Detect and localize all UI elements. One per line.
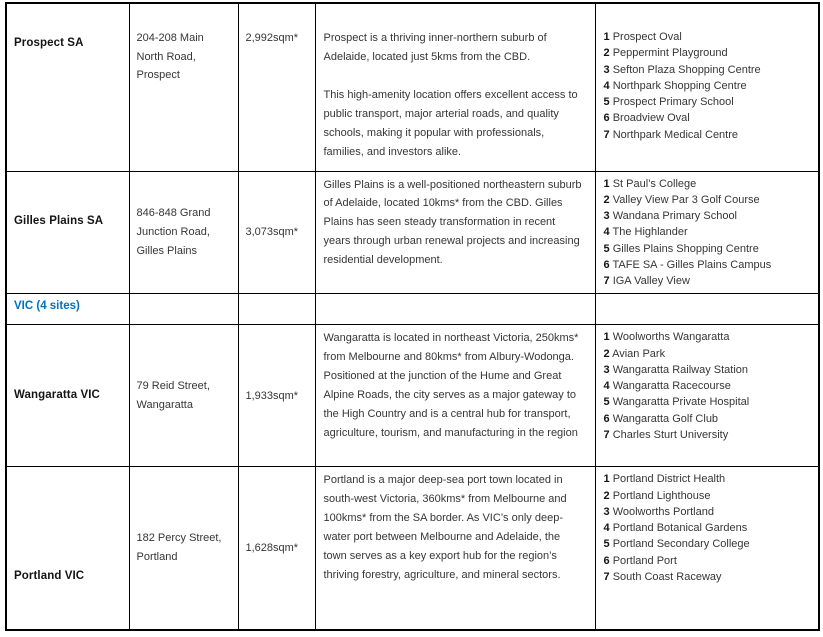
cell-address (129, 171, 238, 294)
amenity-item (604, 411, 811, 427)
section-header-row-vic (6, 294, 819, 325)
table-row-gilles-plains (6, 171, 819, 294)
amenity-number: 3 (603, 363, 610, 376)
cell-amenities (595, 467, 819, 630)
property-name: Portland VIC (14, 569, 85, 582)
amenity-label: Prospect Primary School (612, 96, 734, 109)
amenity-item (604, 94, 811, 110)
amenity-item (604, 378, 811, 394)
amenity-number: 6 (603, 412, 610, 425)
amenity-number: 3 (603, 505, 610, 518)
amenity-item (604, 29, 811, 45)
amenity-label: Wangaratta Golf Club (612, 412, 719, 425)
property-size: 1,628sqm* (245, 541, 299, 554)
amenity-label: The Highlander (612, 226, 688, 239)
amenity-item (604, 362, 811, 378)
cell-property-name (6, 325, 129, 467)
amenity-number: 2 (603, 193, 610, 206)
cell-description (315, 3, 595, 171)
description-paragraph: This high-amenity location offers excellent access to public transport, major arterial roads, and quality schools, making it popular with professionals, families, and investors alike. (323, 88, 578, 158)
amenity-label: Peppermint Playground (612, 47, 728, 60)
cell-land-size (238, 467, 315, 630)
amenity-item (604, 346, 811, 362)
amenity-number: 4 (603, 380, 610, 393)
property-name: Wangaratta VIC (14, 389, 100, 402)
property-address: 846-848 Grand Junction Road, Gilles Plains (136, 207, 211, 257)
cell-empty (129, 294, 238, 325)
property-name: Prospect SA (14, 37, 84, 49)
cell-land-size (238, 171, 315, 294)
amenity-number: 7 (603, 570, 610, 583)
amenity-item (604, 78, 811, 94)
property-address: 182 Percy Street, Portland (136, 532, 222, 564)
cell-address (129, 325, 238, 467)
amenity-number: 4 (603, 226, 610, 239)
cell-amenities (595, 325, 819, 467)
property-name: Gilles Plains SA (14, 214, 104, 227)
cell-description (315, 325, 595, 467)
amenity-label: Northpark Medical Centre (612, 128, 739, 141)
description-paragraph: Gilles Plains is a well-positioned northeastern suburb of Adelaide, located 10kms* from the CBD. Gilles Plains has seen steady transformation in recent years through urban renewal projects and increasing residential development. (323, 178, 582, 267)
cell-empty (315, 294, 595, 325)
amenity-number: 4 (603, 79, 610, 92)
amenity-label: Portland District Health (612, 473, 726, 486)
property-size: 1,933sqm* (245, 389, 299, 402)
cell-empty (595, 294, 819, 325)
amenity-number: 5 (603, 538, 610, 551)
amenity-number: 6 (603, 554, 610, 567)
amenity-number: 7 (603, 275, 610, 288)
amenity-label: Broadview Oval (612, 112, 690, 125)
amenity-label: Portland Lighthouse (612, 489, 711, 502)
amenity-item (604, 208, 811, 224)
amenity-number: 7 (603, 428, 610, 441)
amenity-number: 5 (603, 396, 610, 409)
amenity-label: Portland Port (612, 554, 677, 567)
amenity-label: IGA Valley View (612, 275, 690, 288)
amenity-item (604, 329, 811, 345)
amenity-label: Valley View Par 3 Golf Course (612, 193, 760, 206)
cell-section-label (6, 294, 129, 325)
cell-property-name (6, 171, 129, 294)
amenity-number: 1 (603, 331, 610, 344)
cell-address (129, 467, 238, 630)
cell-land-size (238, 3, 315, 171)
amenity-item (604, 427, 811, 443)
amenity-label: South Coast Raceway (612, 570, 722, 583)
amenity-item (604, 192, 811, 208)
amenity-label: Woolworths Wangaratta (612, 331, 730, 344)
section-label: VIC (4 sites) (14, 300, 80, 313)
amenity-label: St Paul’s College (612, 177, 697, 190)
cell-description (315, 467, 595, 630)
amenity-item (604, 45, 811, 61)
amenity-number: 5 (603, 242, 610, 255)
amenity-number: 2 (603, 47, 610, 60)
amenity-item (604, 520, 811, 536)
amenity-label: Portland Botanical Gardens (612, 522, 748, 535)
amenity-number: 1 (603, 177, 610, 190)
amenity-item (604, 62, 811, 78)
amenity-item (604, 110, 811, 126)
amenity-number: 7 (603, 128, 610, 141)
table-row-portland (6, 467, 819, 630)
amenity-number: 6 (603, 258, 610, 271)
description-paragraph: Wangaratta is located in northeast Victoria, 250kms* from Melbourne and 80kms* from Albury-Wodonga. Positioned at the junction of the Hume and Great Alpine Roads, the city serves as a major gateway to the High Country and is a central hub for transport, agriculture, tourism, and manufacturing in the region (323, 332, 579, 439)
amenity-label: Wangaratta Racecourse (612, 380, 731, 393)
amenity-label: Sefton Plaza Shopping Centre (612, 63, 761, 76)
amenity-item (604, 176, 811, 192)
amenity-item (604, 569, 811, 585)
amenity-label: Wandana Primary School (612, 210, 738, 223)
table-row-wangaratta (6, 325, 819, 467)
amenity-label: Wangaratta Railway Station (612, 363, 749, 376)
amenity-label: Portland Secondary College (612, 538, 750, 551)
amenity-number: 3 (603, 63, 610, 76)
amenity-item (604, 536, 811, 552)
cell-empty (238, 294, 315, 325)
amenity-number: 2 (603, 489, 610, 502)
amenity-item (604, 553, 811, 569)
amenity-number: 2 (603, 347, 610, 360)
amenity-label: Charles Sturt University (612, 428, 729, 441)
amenity-item (604, 273, 811, 289)
amenity-label: Prospect Oval (612, 31, 682, 43)
amenity-item (604, 394, 811, 410)
amenity-item (604, 504, 811, 520)
amenity-item (604, 257, 811, 273)
cell-land-size (238, 325, 315, 467)
amenity-label: TAFE SA - Gilles Plains Campus (612, 258, 772, 271)
amenity-number: 5 (603, 96, 610, 109)
cell-amenities (595, 171, 819, 294)
amenity-label: Avian Park (612, 347, 666, 360)
amenity-number: 1 (603, 473, 610, 486)
amenity-item (604, 488, 811, 504)
cell-property-name (6, 467, 129, 630)
amenity-item (604, 241, 811, 257)
property-address: 204-208 Main North Road, Prospect (136, 32, 204, 82)
cell-property-name (6, 3, 129, 171)
property-size: 2,992sqm* (245, 32, 299, 44)
amenity-item (604, 471, 811, 487)
amenity-number: 6 (603, 112, 610, 125)
description-paragraph: Prospect is a thriving inner-northern suburb of Adelaide, located just 5kms from the CBD. (323, 32, 547, 63)
amenity-label: Gilles Plains Shopping Centre (612, 242, 759, 255)
amenity-item (604, 127, 811, 143)
amenity-item (604, 224, 811, 240)
property-address: 79 Reid Street, Wangaratta (136, 380, 210, 411)
property-table (5, 2, 820, 631)
table-row-prospect (6, 3, 819, 171)
cell-amenities (595, 3, 819, 171)
cell-description (315, 171, 595, 294)
description-paragraph: Portland is a major deep-sea port town located in south-west Victoria, 360kms* from Melbourne and 100kms* from the SA border. As VIC’s only deep-water port between Melbourne and Adelaide, the town serves as a key export hub for the region’s thriving forestry, agriculture, and mineral sectors. (323, 474, 567, 581)
amenity-number: 1 (603, 31, 610, 43)
amenity-label: Northpark Shopping Centre (612, 79, 747, 92)
cell-address (129, 3, 238, 171)
property-size: 3,073sqm* (245, 226, 299, 239)
amenity-label: Woolworths Portland (612, 505, 714, 518)
amenity-number: 3 (603, 210, 610, 223)
amenity-number: 4 (603, 522, 610, 535)
amenity-label: Wangaratta Private Hospital (612, 396, 750, 409)
